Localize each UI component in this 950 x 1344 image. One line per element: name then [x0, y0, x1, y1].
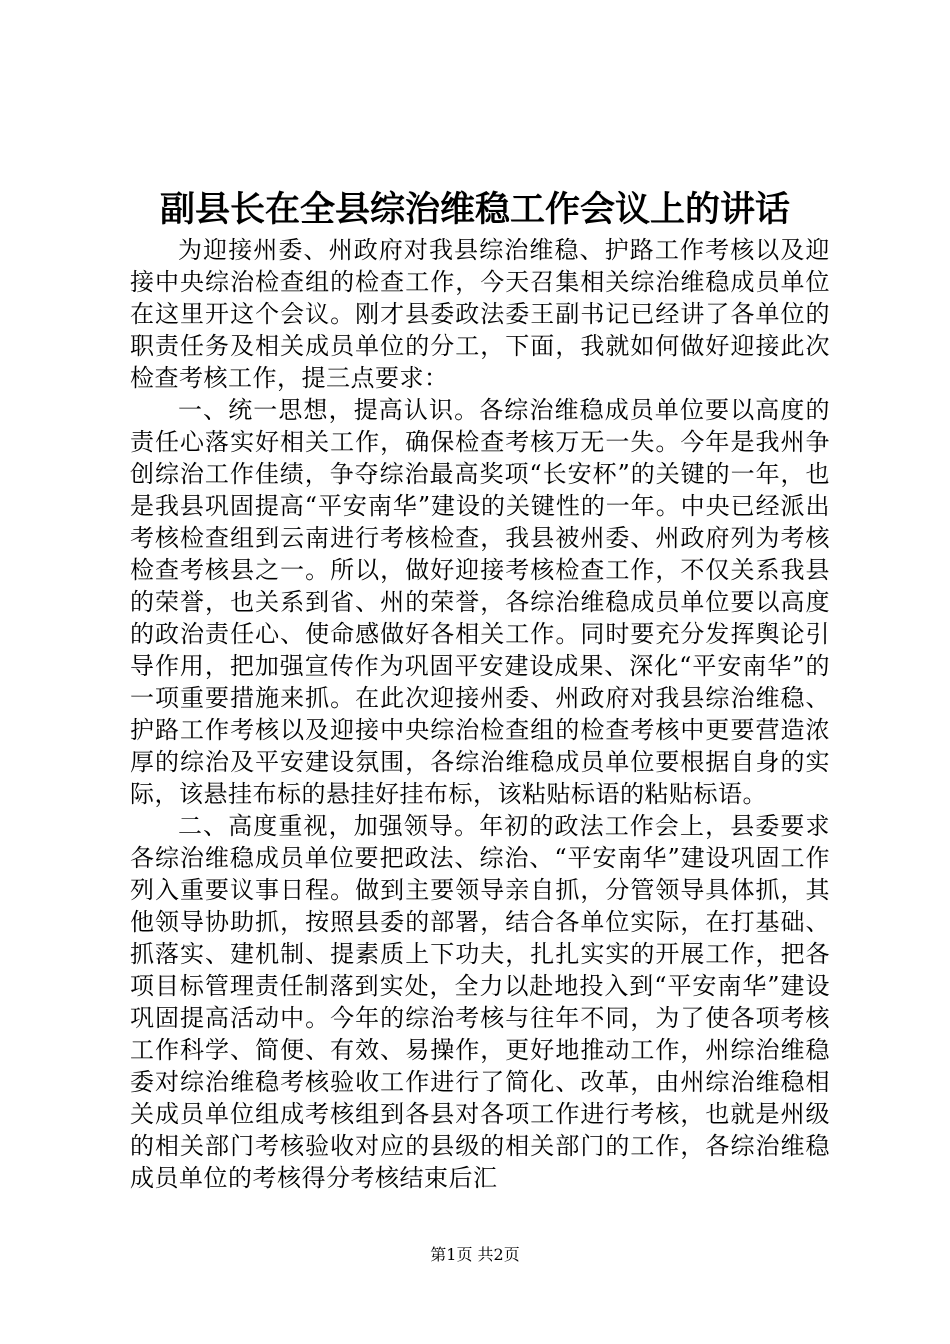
- paragraph-section-one: 一、统一思想，提高认识。各综治维稳成员单位要以高度的责任心落实好相关工作，确保检查考核万无一失。今年是我州争创综治工作佳绩，争夺综治最高奖项“长安杯”的关键的一年，也是我县巩固提高“平安南华”建设的关键性的一年。中央已经派出考核检查组到云南进行考核检查，我县被州委、州政府列为考核检查考核县之一。所以，做好迎接考核检查工作，不仅关系我县的荣誉，也关系到省、州的荣誉，各综治维稳成员单位要以高度的政治责任心、使命感做好各相关工作。同时要充分发挥舆论引导作用，把加强宣传作为巩固平安建设成果、深化“平安南华”的一项重要措施来抓。在此次迎接州委、州政府对我县综治维稳、护路工作考核以及迎接中央综治检查组的检查考核中更要营造浓厚的综治及平安建设氛围，各综治维稳成员单位要根据自身的实际，该悬挂布标的悬挂好挂布标，该粘贴标语的粘贴标语。: [130, 396, 830, 808]
- document-title: 副县长在全县综治维稳工作会议上的讲话: [159, 189, 790, 230]
- paragraph-section-two: 二、高度重视，加强领导。年初的政法工作会上，县委要求各综治维稳成员单位要把政法、综治、“平安南华”建设巩固工作列入重要议事日程。做到主要领导亲自抓，分管领导具体抓，其他领导协助抓，按照县委的部署，结合各单位实际，在打基础、抓落实、建机制、提素质上下功夫，扎扎实实的开展工作，把各项目标管理责任制落到实处，全力以赴地投入到“平安南华”建设巩固提高活动中。今年的综治考核与往年不同，为了使各项考核工作科学、简便、有效、易操作，更好地推动工作，州综治维稳委对综治维稳考核验收工作进行了简化、改革，由州综治维稳相关成员单位组成考核组到各县对各项工作进行考核，也就是州级的相关部门考核验收对应的县级的相关部门的工作，各综治维稳成员单位的考核得分考核结束后汇: [130, 812, 830, 1192]
- page-footer: 第1页 共2页: [430, 1245, 520, 1264]
- document-body: [130, 234, 830, 1194]
- paragraph-intro: 为迎接州委、州政府对我县综治维稳、护路工作考核以及迎接中央综治检查组的检查工作，今天召集相关综治维稳成员单位在这里开这个会议。刚才县委政法委王副书记已经讲了各单位的职责任务及相关成员单位的分工，下面，我就如何做好迎接此次检查考核工作，提三点要求：: [130, 236, 830, 392]
